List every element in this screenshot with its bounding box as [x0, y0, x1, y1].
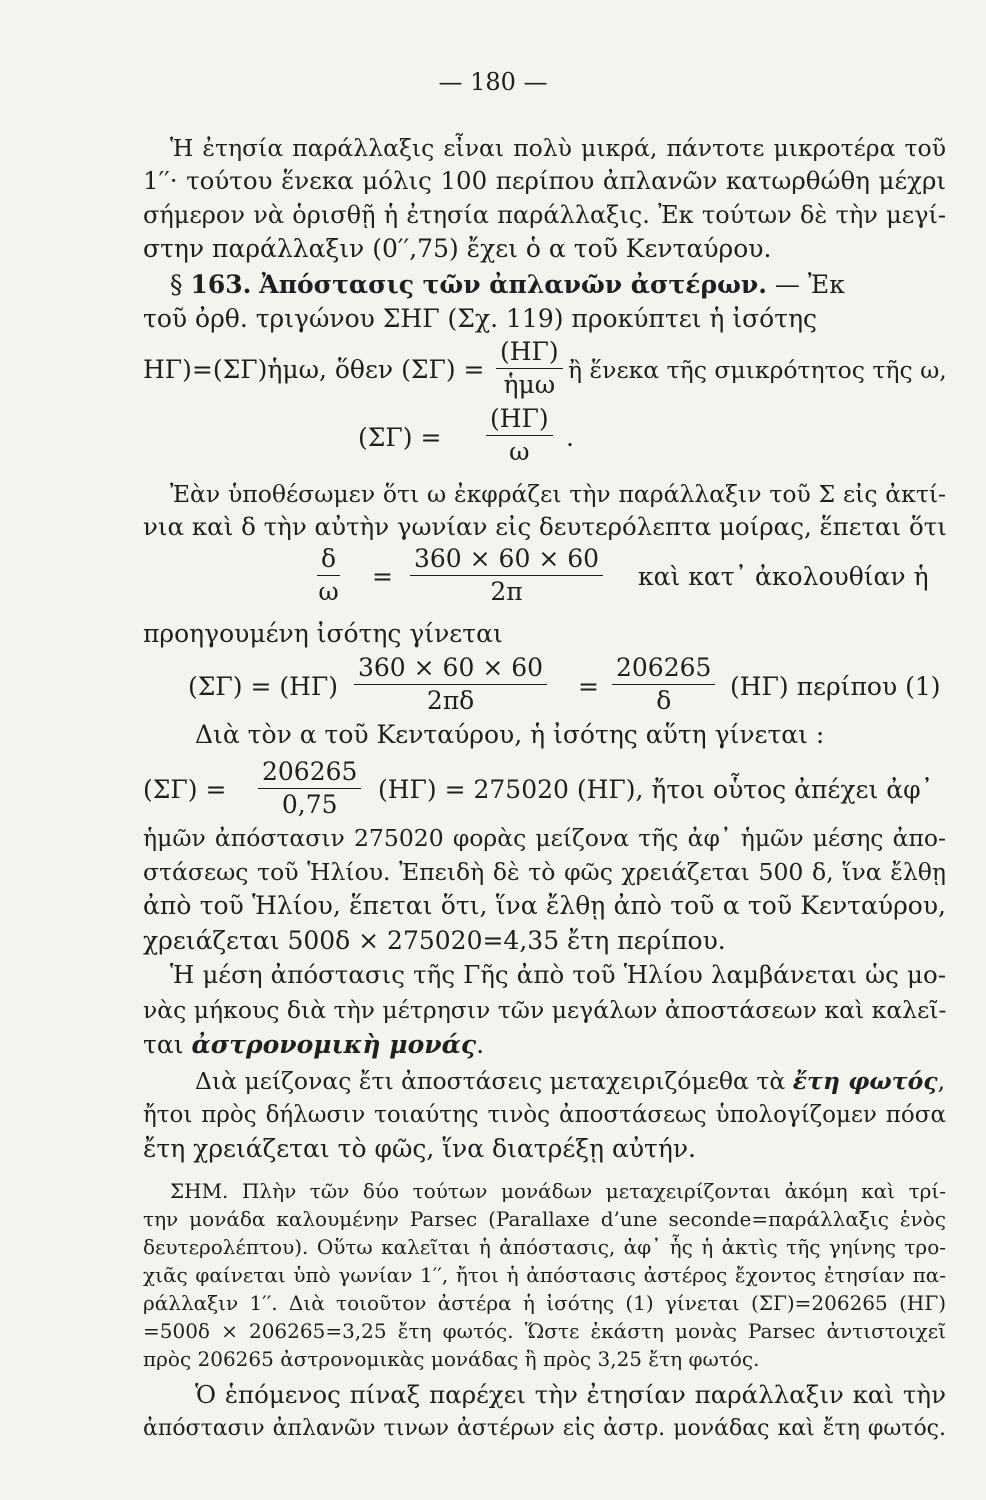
- p7-pre: Διὰ μείζονας ἔτι ἀποστάσεις μεταχειριζόμεθα τὰ: [195, 1067, 786, 1095]
- note-line-7: πρὸς 206265 ἀστρονομικὰς μονάδας ἢ πρὸς 3,25 ἔτη φωτός.: [143, 1347, 760, 1371]
- eq2-numerator: (ΗΓ): [486, 405, 553, 436]
- note-line-4: χιᾶς φαίνεται ὑπὸ γωνίαν 1′′, ἤτοι ἡ ἀπόστασις ἀστέρος ἔχοντος ἐτησίαν πα-: [143, 1263, 946, 1287]
- p6-post: .: [476, 1030, 485, 1059]
- eq5-denominator: 0,75: [281, 790, 338, 819]
- eq4-f2-denominator: δ: [656, 686, 672, 715]
- eq3-f2-denominator: 2π: [490, 577, 523, 606]
- p7-post: ,: [937, 1067, 946, 1095]
- p5-line-2: στάσεως τοῦ Ἡλίου. Ἐπειδὴ δὲ τὸ φῶς χρειάζεται 500 δ, ἵνα ἔλθῃ: [143, 858, 946, 886]
- note-line-6: =500δ × 206265=3,25 ἔτη φωτός. Ὥστε ἑκάστη μονὰς Parsec ἀντιστοιχεῖ: [143, 1319, 946, 1343]
- eq2-tail: .: [566, 423, 574, 452]
- eq5-rhs: (ΗΓ) = 275020 (ΗΓ), ἤτοι οὗτος ἀπέχει ἀφ᾽: [378, 775, 934, 804]
- p4-line: Διὰ τὸν α τοῦ Κενταύρου, ἡ ἰσότης αὕτη γίνεται :: [195, 720, 825, 749]
- eq3-rhs: καὶ κατ᾽ ἀκολουθίαν ἡ: [638, 562, 929, 591]
- eq4-equals: =: [578, 672, 599, 701]
- eq4-lhs: (ΣΓ) = (ΗΓ): [188, 672, 339, 701]
- p5-line-1: ἡμῶν ἀπόστασιν 275020 φορὰς μείζονα τῆς ἀφ᾽ ἡμῶν μέσης ἀπο-: [143, 824, 946, 852]
- eq1-numerator: (ΗΓ): [496, 338, 563, 369]
- eq4-fraction-2: [612, 654, 715, 715]
- p6-pre: ται: [143, 1030, 184, 1059]
- eq2-fraction: [486, 405, 553, 466]
- section-number: 163.: [190, 270, 252, 299]
- eq2-denominator: ω: [509, 437, 530, 466]
- note-line-2: την μονάδα καλουμένην Parsec (Parallaxe d’une seconde=παράλλαξις ἑνὸς: [143, 1207, 946, 1231]
- section-title: Ἀπόστασις τῶν ἀπλανῶν ἀστέρων.: [259, 270, 767, 299]
- p1-line-2: 1′′· τούτου ἕνεκα μόλις 100 περίπου ἀπλανῶν κατωρθώθη μέχρι: [143, 166, 946, 195]
- p6-line-3: [143, 1030, 946, 1060]
- section-163-heading: [170, 270, 946, 300]
- term-astronomical-unit: ἀστρονομικὴ μονάς: [191, 1030, 477, 1059]
- eq3-f1-denominator: ω: [318, 577, 339, 606]
- eq4-f1-denominator: 2πδ: [426, 686, 475, 715]
- eq1-lhs: ΗΓ)=(ΣΓ)ἡμω, ὅθεν (ΣΓ) =: [143, 355, 485, 384]
- p2-line-2: νια καὶ δ τὴν αὐτὴν γωνίαν εἰς δευτερόλεπτα μοίρας, ἕπεται ὅτι: [143, 512, 947, 541]
- p2-line-1: Ἐὰν ὑποθέσωμεν ὅτι ω ἐκφράζει τὴν παράλλαξιν τοῦ Σ εἰς ἀκτί-: [170, 480, 946, 508]
- section-163-line-2: τοῦ ὀρθ. τριγώνου ΣΗΓ (Σχ. 119) προκύπτει ἡ ἰσότης: [143, 304, 818, 333]
- p8-line-1: Ὁ ἑπόμενος πίναξ παρέχει τὴν ἐτησίαν παράλλαξιν καὶ τὴν: [195, 1380, 946, 1409]
- eq1-denominator: ἡμω: [503, 370, 556, 399]
- eq3-fraction-1: [317, 545, 340, 606]
- section-tail: — Ἐκ: [774, 270, 845, 299]
- page-number: — 180 —: [438, 68, 548, 96]
- note-line-1: ΣΗΜ. Πλὴν τῶν δύο τούτων μονάδων μεταχειρίζονται ἀκόμη καὶ τρί-: [170, 1179, 946, 1203]
- section-mark: §: [170, 270, 183, 299]
- eq4-rhs: (ΗΓ) περίπου (1): [730, 672, 941, 701]
- eq5-lhs: (ΣΓ) =: [143, 775, 227, 804]
- eq4-f1-numerator: 360 × 60 × 60: [354, 654, 547, 685]
- p5-line-4: χρειάζεται 500δ × 275020=4,35 ἔτη περίπου.: [143, 926, 726, 955]
- p6-line-1: Ἡ μέση ἀπόστασις τῆς Γῆς ἀπὸ τοῦ Ἡλίου λαμβάνεται ὡς μο-: [170, 960, 946, 989]
- p1-line-4: στην παράλλαξιν (0′′,75) ἔχει ὁ α τοῦ Κενταύρου.: [143, 234, 772, 263]
- eq5-numerator: 206265: [258, 758, 361, 789]
- eq2-lhs: (ΣΓ) =: [358, 423, 442, 452]
- eq4-fraction-1: [354, 654, 547, 715]
- eq3-fraction-2: [410, 545, 603, 606]
- eq1-rhs: ἢ ἕνεκα τῆς σμικρότητος τῆς ω,: [568, 356, 947, 384]
- eq5-fraction: [258, 758, 361, 819]
- term-light-years: ἔτη φωτός: [792, 1067, 938, 1095]
- p7-line-2: ἤτοι πρὸς δήλωσιν τοιαύτης τινὸς ἀποστάσεως ὑπολογίζομεν πόσα: [143, 1102, 946, 1128]
- note-line-5: ράλλαξιν 1′′. Διὰ τοιοῦτον ἀστέρα ἡ ἰσότης (1) γίνεται (ΣΓ)=206265 (ΗΓ): [143, 1291, 946, 1315]
- p5-line-3: ἀπὸ τοῦ Ἡλίου, ἕπεται ὅτι, ἵνα ἔλθῃ ἀπὸ τοῦ α τοῦ Κενταύρου,: [143, 891, 946, 920]
- eq4-f2-numerator: 206265: [612, 654, 715, 685]
- note-line-3: δευτερολέπτου). Οὕτω καλεῖται ἡ ἀπόστασις, ἀφ᾽ ἧς ἡ ἀκτὶς τῆς γηίνης τρο-: [143, 1235, 946, 1259]
- p1-line-1: Ἡ ἐτησία παράλλαξις εἶναι πολὺ μικρά, πάντοτε μικροτέρα τοῦ: [170, 134, 946, 162]
- eq3-f2-numerator: 360 × 60 × 60: [410, 545, 603, 576]
- p7-line-3: ἔτη χρειάζεται τὸ φῶς, ἵνα διατρέξῃ αὐτήν.: [143, 1134, 697, 1163]
- eq3-equals: =: [372, 562, 393, 591]
- eq3-f1-numerator: δ: [317, 545, 340, 576]
- p7-line-1: [195, 1066, 946, 1096]
- p1-line-3: σήμερον νὰ ὁρισθῇ ἡ ἐτησία παράλλαξις. Ἐκ τούτων δὲ τὴν μεγί-: [143, 201, 946, 229]
- p8-line-2: ἀπόστασιν ἀπλανῶν τινων ἀστέρων εἰς ἀστρ. μονάδας καὶ ἔτη φωτός.: [143, 1416, 946, 1441]
- p6-line-2: νὰς μήκους διὰ τὴν μέτρησιν τῶν μεγάλων ἀποστάσεων καὶ καλεῖ-: [143, 996, 947, 1024]
- eq1-fraction: [496, 338, 563, 399]
- p3-line: προηγουμένη ἰσότης γίνεται: [143, 619, 503, 648]
